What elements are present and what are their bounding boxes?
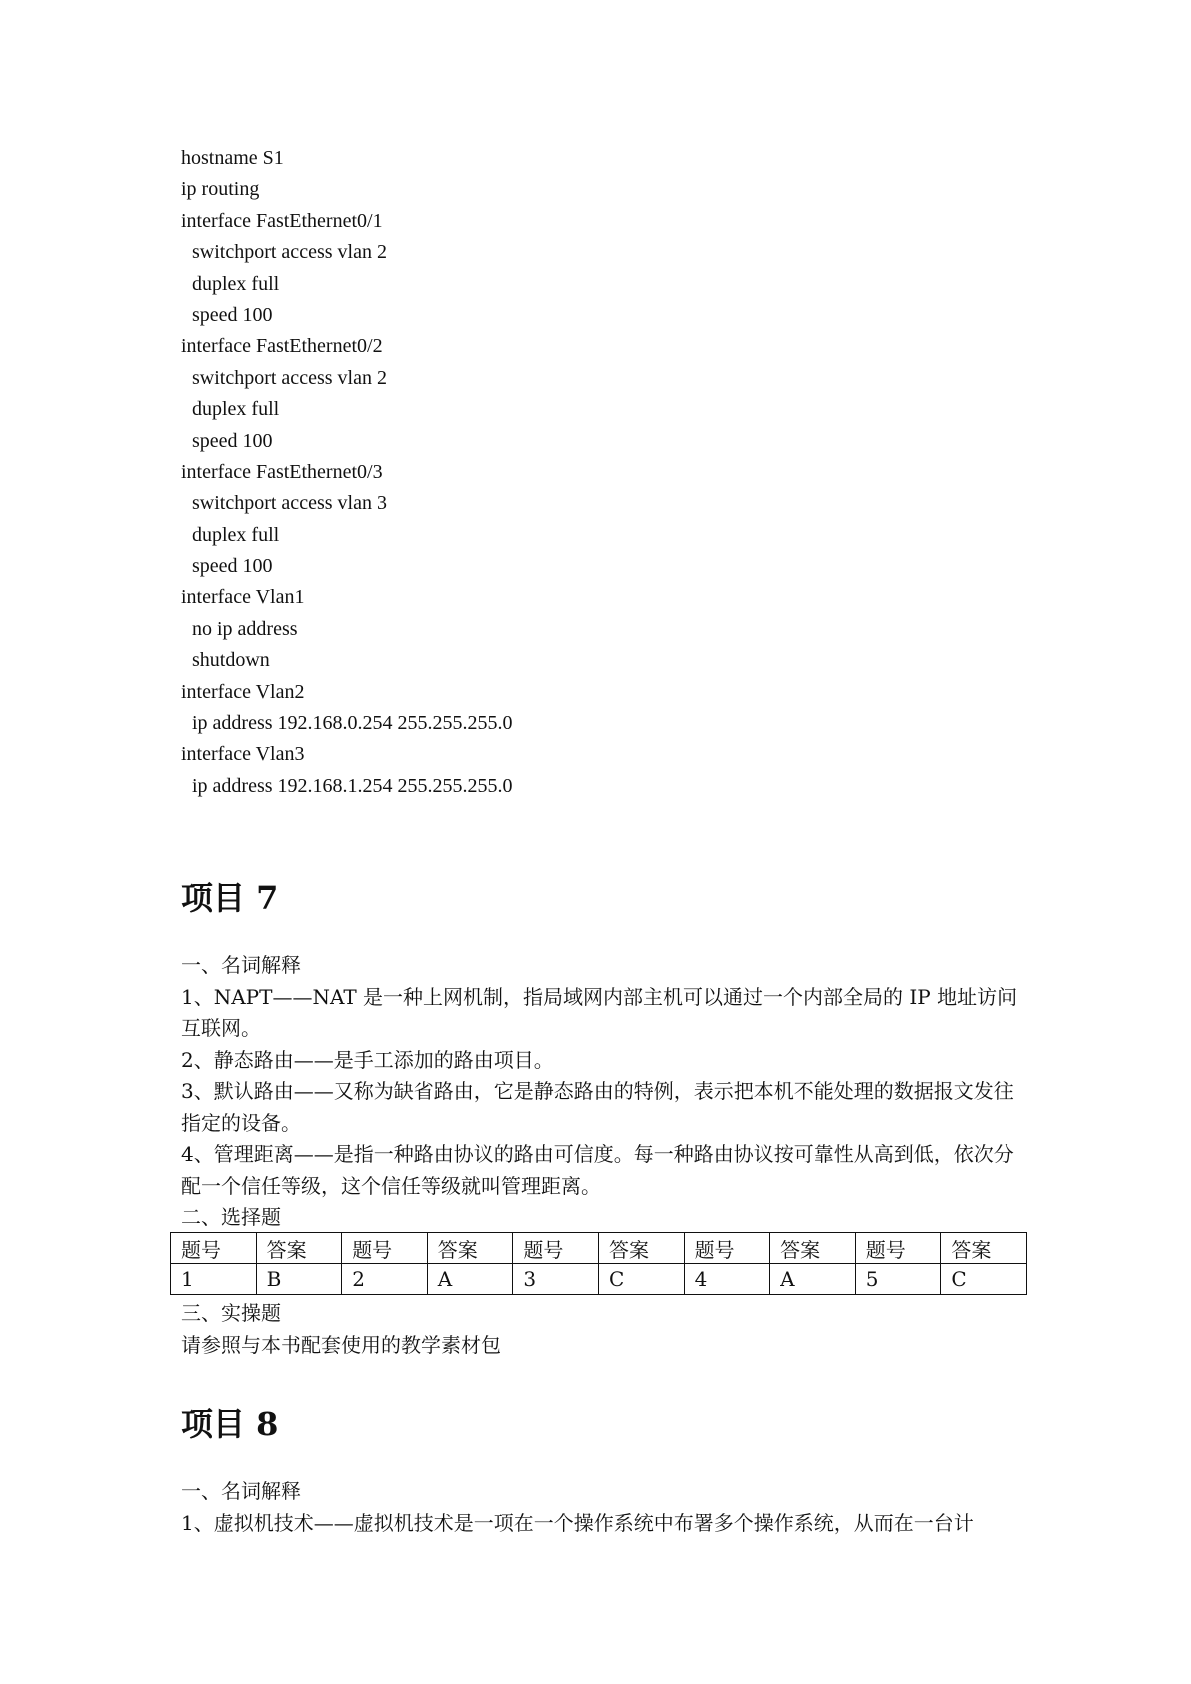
project8-terms-title: 一、名词解释 [181, 1479, 301, 1503]
header-cell: 答案 [770, 1233, 856, 1264]
answer-cell: B [256, 1264, 342, 1295]
project7-term-2: 2、静态路由——是手工添加的路由项目。 [181, 1047, 554, 1072]
config-line: ip address 192.168.1.254 255.255.255.0 [192, 774, 513, 797]
header-cell: 题号 [855, 1233, 941, 1264]
config-line: hostname S1 [181, 147, 284, 169]
config-line: interface FastEthernet0/2 [181, 335, 383, 358]
answer-cell: A [427, 1264, 513, 1295]
config-line: interface FastEthernet0/1 [181, 209, 383, 232]
config-line: switchport access vlan 3 [192, 492, 387, 515]
project8-heading: 项目 8 [181, 1405, 279, 1443]
answer-cell: 1 [171, 1264, 257, 1295]
project7-heading: 项目 7 [181, 879, 279, 917]
project7-term-3: 3、默认路由——又称为缺省路由，它是静态路由的特例，表示把本机不能处理的数据报文发往指定的设备。 [181, 1079, 1014, 1135]
project7-term-1: 1、NAPT——NAT 是一种上网机制，指局域网内部主机可以通过一个内部全局的 IP 地址访问互联网。 [181, 984, 1018, 1040]
answer-cell: C [941, 1264, 1027, 1295]
config-line: interface Vlan3 [181, 743, 305, 766]
answer-cell: A [770, 1264, 856, 1295]
config-line: interface Vlan1 [181, 586, 305, 609]
config-line: speed 100 [192, 303, 273, 326]
config-line: interface FastEthernet0/3 [181, 460, 383, 483]
answer-cell: C [598, 1264, 684, 1295]
answer-cell: 2 [342, 1264, 428, 1295]
config-line: duplex full [192, 398, 280, 421]
project7-practice-text: 请参照与本书配套使用的教学素材包 [181, 1332, 501, 1357]
config-line: shutdown [192, 649, 270, 672]
config-line: switchport access vlan 2 [192, 241, 387, 264]
project7-term-4: 4、管理距离——是指一种路由协议的路由可信度。每一种路由协议按可靠性从高到低，依次分配一个信任等级，这个信任等级就叫管理距离。 [181, 1142, 1014, 1198]
config-line: speed 100 [192, 429, 273, 452]
config-line: speed 100 [192, 555, 273, 578]
header-cell: 答案 [941, 1233, 1027, 1264]
answer-cell: 3 [513, 1264, 599, 1295]
config-line: no ip address [192, 617, 298, 640]
header-cell: 题号 [171, 1233, 257, 1264]
project8-term-1: 1、虚拟机技术——虚拟机技术是一项在一个操作系统中布署多个操作系统，从而在一台计 [181, 1510, 974, 1535]
answer-cell: 4 [684, 1264, 770, 1295]
answer-table-header-row [171, 1233, 1027, 1264]
project8-terms-section [181, 1476, 1021, 1539]
answer-cell: 5 [855, 1264, 941, 1295]
header-cell: 答案 [256, 1233, 342, 1264]
header-cell: 题号 [513, 1233, 599, 1264]
header-cell: 题号 [342, 1233, 428, 1264]
answer-table [170, 1232, 1027, 1295]
config-line: duplex full [192, 272, 280, 295]
config-line: ip routing [181, 178, 260, 201]
project7-terms-title: 一、名词解释 [181, 953, 301, 977]
config-line: switchport access vlan 2 [192, 366, 387, 389]
project7-practice-section [181, 1298, 1021, 1361]
config-line: duplex full [192, 523, 280, 546]
project7-practice-title: 三、实操题 [181, 1301, 281, 1325]
header-cell: 答案 [598, 1233, 684, 1264]
header-cell: 答案 [427, 1233, 513, 1264]
project7-choice-title: 二、选择题 [181, 1205, 281, 1229]
switch-config-listing [181, 143, 981, 802]
header-cell: 题号 [684, 1233, 770, 1264]
config-line: interface Vlan2 [181, 680, 305, 703]
config-line: ip address 192.168.0.254 255.255.255.0 [192, 712, 513, 735]
project7-terms-section [181, 950, 1021, 1234]
answer-table-row [171, 1264, 1027, 1295]
